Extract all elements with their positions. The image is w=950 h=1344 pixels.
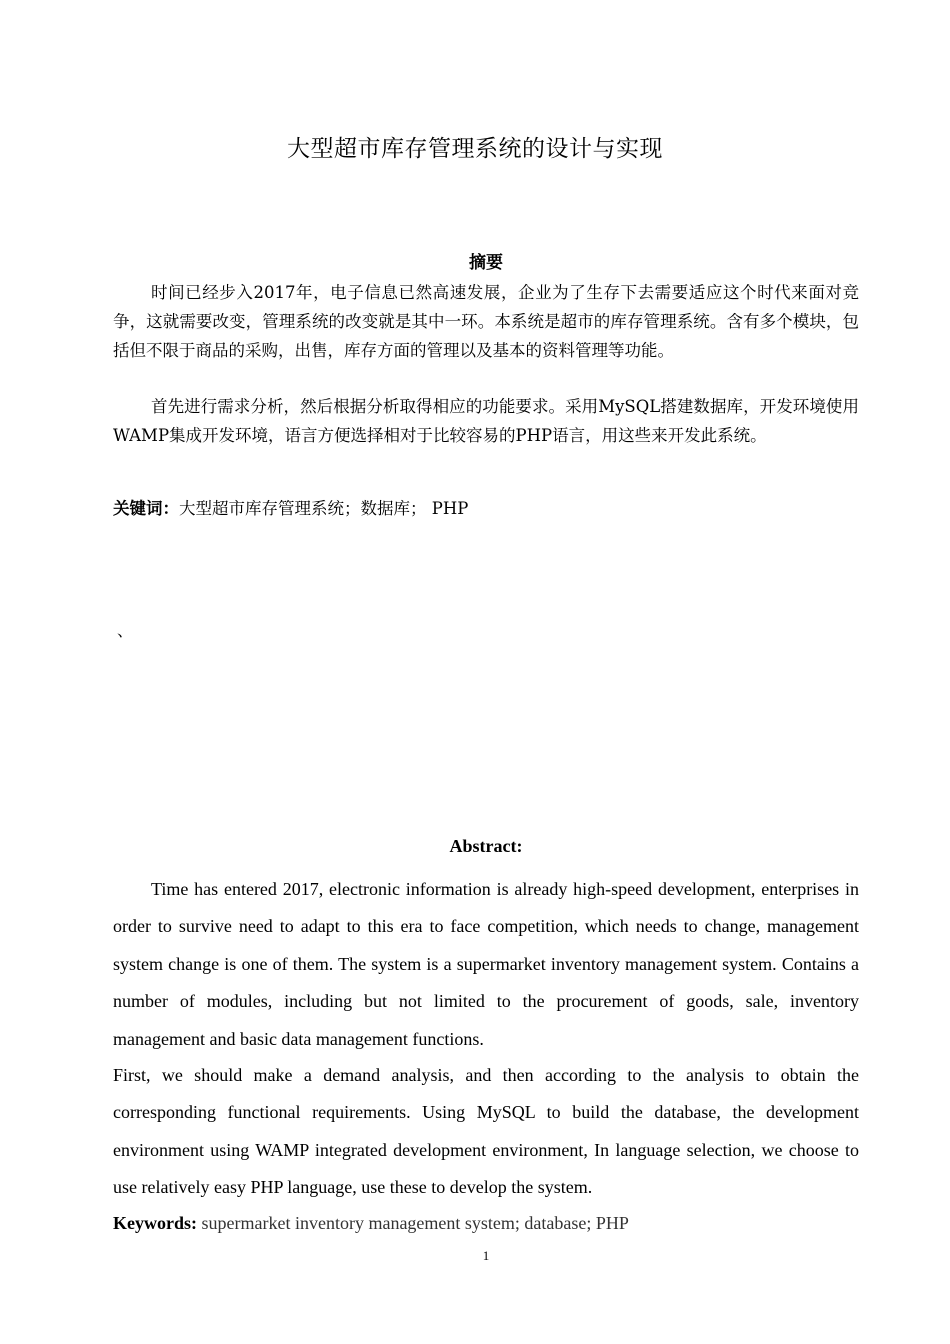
chinese-keywords-label: 关键词： [113,499,179,518]
english-abstract-paragraph-2: First, we should make a demand analysis, and then according to the analysis to obtain the corresponding functional requirements. Using MySQL to build the database, the development environment using WAMP integrated development environment, In language selection, we choose to use relatively easy PHP language, use these to develop the system. [113,1065,859,1198]
stray-mark: 、 [117,621,134,640]
document-title: 大型超市库存管理系统的设计与实现 [287,136,663,162]
chinese-keywords-value: 大型超市库存管理系统；数据库； PHP [179,499,469,518]
chinese-abstract-paragraph-2: 首先进行需求分析，然后根据分析取得相应的功能要求。采用MySQL搭建数据库，开发环境使用WAMP集成开发环境，语言方便选择相对于比较容易的PHP语言，用这些来开发此系统。 [113,397,859,445]
page-number: 1 [482,1248,490,1263]
english-keywords-value: supermarket inventory management system; database; PHP [201,1213,629,1233]
english-keywords-label: Keywords: [113,1213,197,1233]
chinese-abstract-paragraph-1: 时间已经步入2017年，电子信息已然高速发展，企业为了生存下去需要适应这个时代来面对竞争，这就需要改变，管理系统的改变就是其中一环。本系统是超市的库存管理系统。含有多个模块，包括但不限于商品的采购，出售，库存方面的管理以及基本的资料管理等功能。 [113,283,859,360]
english-abstract-heading: Abstract: [449,836,523,856]
chinese-abstract-heading: 摘要 [469,253,503,273]
english-keywords [113,1210,859,1236]
chinese-keywords [113,494,859,523]
english-abstract-paragraph-1: Time has entered 2017, electronic information is already high-speed development, enterprises in order to survive need to adapt to this era to face competition, which needs to change, management system change is one of them. The system is a supermarket inventory management system. Contains a number of modules, including but not limited to the procurement of goods, sale, inventory management and basic data management functions. [113,879,859,1049]
